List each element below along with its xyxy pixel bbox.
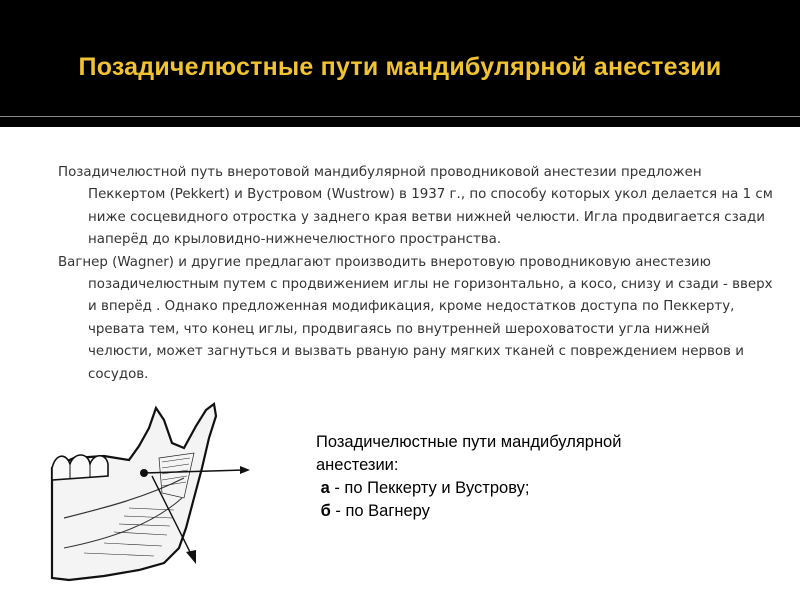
- caption-item-a-letter: а: [316, 479, 330, 497]
- caption-item-a-text: - по Пеккерту и Вустрову;: [329, 479, 530, 497]
- body-text: [58, 162, 778, 386]
- title-bar: [0, 0, 800, 127]
- caption-line-2: анестезии:: [316, 456, 399, 474]
- paragraph-pekkert: Позадичелюстной путь внеротовой мандибулярной проводниковой анестезии предложен Пеккертом (Pekkert) и Вустровом (Wustrow) в 1937 г., по способу которых укол делается на 1 см ниже сосцевидного отростка у заднего края ветви нижней челюсти. Игла продвигается сзади наперёд до крыловидно-нижнечелюстного пространства.: [58, 165, 773, 248]
- mandible-drawing: [44, 398, 254, 586]
- figure-caption: [316, 431, 756, 523]
- caption-item-a: [316, 477, 756, 500]
- caption-item-b: [316, 500, 756, 523]
- paragraph-wagner: Вагнер (Wagner) и другие предлагают производить внеротовую проводниковую анестезию позадичелюстным путем с продвижением иглы не горизонтально, а косо, снизу и сзади - вверх и вперёд . Однако предложенная модификация, кроме недостатков доступа по Пеккерту, чревата тем, что конец иглы, продвигаясь по внутренней шероховатости угла нижней челюсти, может загнуться и вызвать рваную рану мягких тканей с повреждением нервов и сосудов.: [58, 254, 773, 382]
- title-bar-rule: [0, 116, 800, 117]
- mandible-illustration: [44, 398, 254, 586]
- caption-item-b-text: - по Вагнеру: [330, 502, 430, 520]
- caption-item-b-letter: б: [316, 502, 331, 520]
- slide-title: Позадичелюстные пути мандибулярной анестезии: [78, 53, 722, 81]
- caption-line-1: Позадичелюстные пути мандибулярной: [316, 433, 622, 451]
